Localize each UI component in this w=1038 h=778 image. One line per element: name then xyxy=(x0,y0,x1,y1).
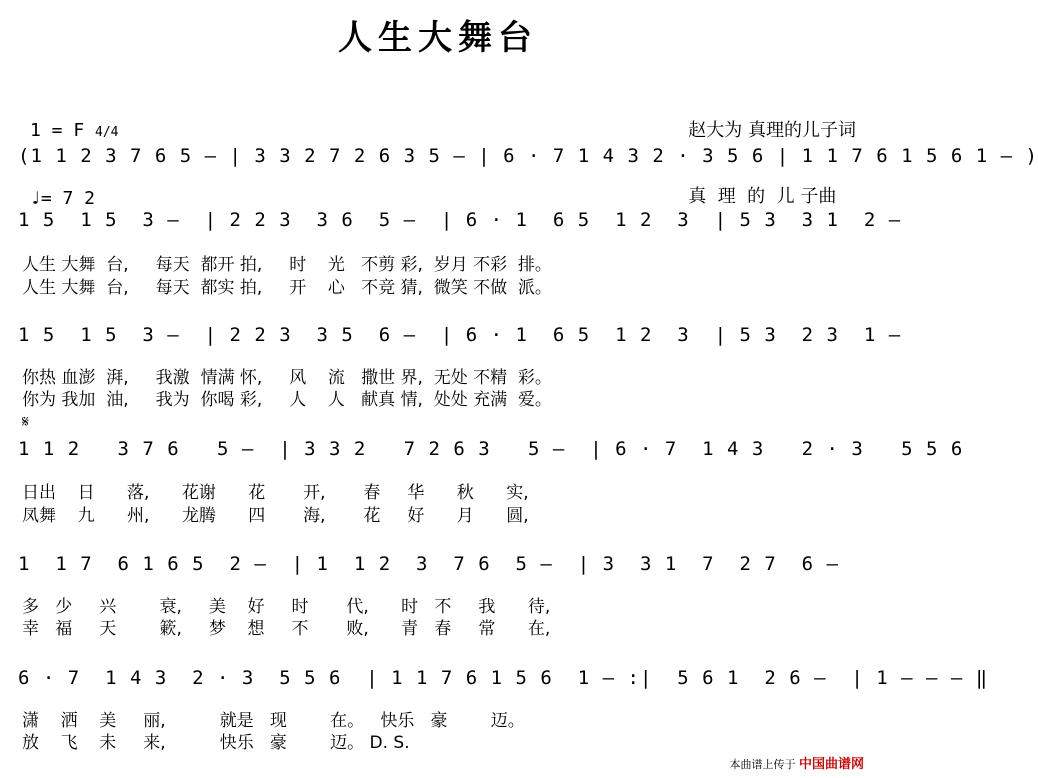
key-signature: 1 = F 4/4 xyxy=(30,120,119,141)
upload-text: 本曲谱上传于 xyxy=(729,758,796,771)
song-title: 人生大舞台 xyxy=(338,18,538,58)
chorus-line-1-lyrics-1: 日出 日 落, 花谢 花 开, 春 华 秋 实, xyxy=(22,483,529,503)
composer-credit: 真 理 的 儿 子曲 xyxy=(688,186,837,207)
lyricist-credit: 赵大为 真理的儿子词 xyxy=(688,120,856,141)
verse-line-2-notes: 1 5 1 5 3 – | 2 2 3 3 5 6 – | 6 · 1 6 5 1 2 3 | 5 3 2 3 1 – xyxy=(18,324,902,346)
verse-line-1-lyrics-1: 人生 大舞 台, 每天 都开 拍, 时 光 不剪 彩, 岁月 不彩 排。 xyxy=(22,255,552,275)
site-logo[interactable]: 中国曲谱网 xyxy=(798,757,864,772)
chorus-line-3-notes: 6 · 7 1 4 3 2 · 3 5 5 6 | 1 1 7 6 1 5 6 1 – :| 5 6 1 2 6 – | 1 – – – ‖ xyxy=(18,667,989,689)
chorus-line-3-lyrics-2: 放 飞 未 来, 快乐 豪 迈。 D. S. xyxy=(22,733,410,753)
chorus-line-2-lyrics-2: 幸 福 天 簌, 梦 想 不 败, 青 春 常 在, xyxy=(22,619,551,639)
chorus-line-1-lyrics-2: 凤舞 九 州, 龙腾 四 海, 花 好 月 圆, xyxy=(22,506,529,526)
verse-line-2-lyrics-1: 你热 血澎 湃, 我激 情满 怀, 风 流 撒世 界, 无处 不精 彩。 xyxy=(22,368,552,388)
segno-sign: 𝄋 xyxy=(22,412,29,431)
verse-line-2-lyrics-2: 你为 我加 油, 我为 你喝 彩, 人 人 献真 情, 处处 充满 爱。 xyxy=(22,390,552,410)
chorus-line-3-lyrics-1: 潇 洒 美 丽, 就是 现 在。 快乐 豪 迈。 xyxy=(22,711,525,731)
verse-line-1-notes: 1 5 1 5 3 – | 2 2 3 3 6 5 – | 6 · 1 6 5 1 2 3 | 5 3 3 1 2 – xyxy=(18,209,902,231)
source-footer xyxy=(729,753,864,772)
chorus-line-1-notes: 1 1 2 3 7 6 5 – | 3 3 2 7 2 6 3 5 – | 6 · 7 1 4 3 2 · 3 5 5 6 xyxy=(18,438,964,460)
verse-line-1-lyrics-2: 人生 大舞 台, 每天 都实 拍, 开 心 不竞 猜, 微笑 不做 派。 xyxy=(22,278,552,298)
chorus-line-2-lyrics-1: 多 少 兴 衰, 美 好 时 代, 时 不 我 待, xyxy=(22,597,551,617)
tempo-marking: ♩= 7 2 xyxy=(30,188,96,209)
intro-notes: (1 1 2 3 7 6 5 – | 3 3 2 7 2 6 3 5 – | 6 · 7 1 4 3 2 · 3 5 6 | 1 1 7 6 1 5 6 1 – ) xyxy=(18,145,1038,167)
chorus-line-2-notes: 1 1 7 6 1 6 5 2 – | 1 1 2 3 7 6 5 – | 3 3 1 7 2 7 6 – xyxy=(18,553,839,575)
